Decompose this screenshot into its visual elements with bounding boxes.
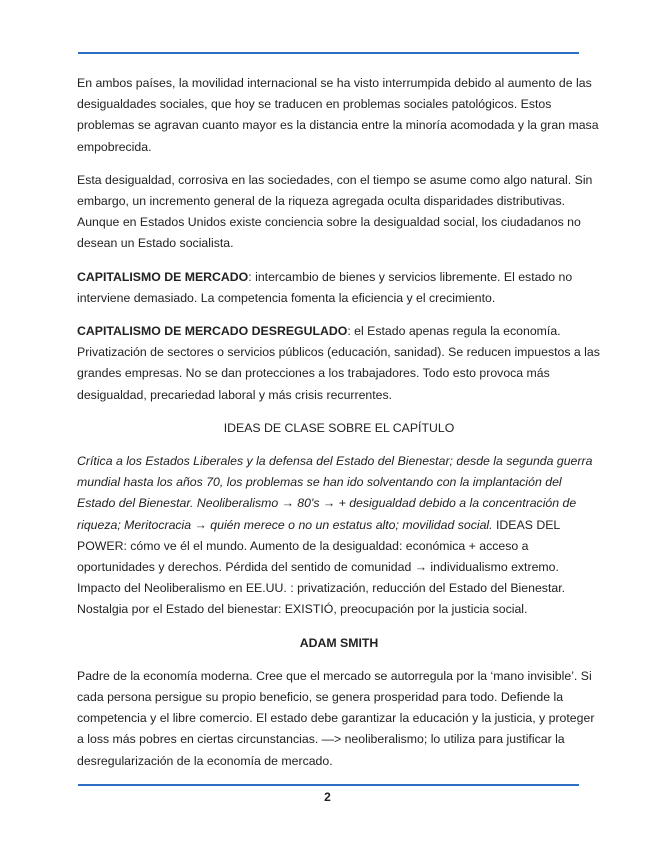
- document-body: [77, 73, 601, 784]
- paragraph-adam-smith: Padre de la economía moderna. Cree que el mercado se autorregula por la ‘mano invisible’. Si cada persona persigue su propio beneficio, se genera prosperidad para todo. Defiende la competencia y el libre comercio. El estado debe garantizar la educación y la justicia, y proteger a loss más pobres en ciertas circunstancias. —> neoliberalismo; lo utiliza para justificar la desregularización de la economía de mercado.: [77, 668, 595, 768]
- italic-notes: Crítica a los Estados Liberales y la defensa del Estado del Bienestar; desde la segunda guerra mundial hasta los años 70, los problemas se han ido solventando con la implantación del Estado del Bienestar. Neoliberalismo → 80's → + desigualdad debido a la concentración de riqueza; Meritocracia → quién merece o no un estatus alto; movilidad social.: [77, 454, 593, 532]
- heading-ideas-clase: IDEAS DE CLASE SOBRE EL CAPÍTULO: [223, 420, 455, 435]
- paragraph-desigualdad: Esta desigualdad, corrosiva en las sociedades, con el tiempo se asume como algo natural. Sin embargo, un incremento general de la riqueza agregada oculta disparidades distributivas. Aunque en Estados Unidos existe conciencia sobre la desigualdad social, los ciudadanos no desean un Estado socialista.: [77, 172, 593, 251]
- paragraph-capitalismo-desregulado: [77, 321, 601, 406]
- page-number: 2: [324, 790, 331, 804]
- paragraph-movilidad: En ambos países, la movilidad internacional se ha visto interrumpida debido al aumento de las desigualdades sociales, que hoy se traducen en problemas sociales patológicos. Estos problemas se agravan cuanto mayor es la distancia entre la minoría acomodada y la gran masa empobrecida.: [77, 76, 599, 154]
- definition-capitalismo-desregulado: : el Estado apenas regula la economía. Privatización de sectores o servicios públicos (educación, sanidad). Se reducen impuestos a las grandes empresas. No se dan protecciones a los trabajadores. Todo esto provoca más desigualdad, precariedad laboral y más crisis recurrentes.: [77, 324, 600, 402]
- paragraph-capitalismo-mercado: [77, 267, 601, 309]
- term-capitalismo-desregulado: CAPITALISMO DE MERCADO DESREGULADO: [77, 324, 348, 339]
- power-notes: IDEAS DEL POWER: cómo ve él el mundo. Aumento de la desigualdad: económica + acceso a oportunidades y derechos. Pérdida del sentido de comunidad → individualismo extremo. Impacto del Neoliberalismo en EE.UU. : privatización, reducción del Estado del Bienestar. Nostalgia por el Estado del bienestar: EXISTIÓ, preocupación por la justicia social.: [77, 517, 566, 617]
- footer-rule: [78, 784, 579, 786]
- paragraph-ideas-clase: [77, 451, 601, 621]
- definition-capitalismo-mercado: : intercambio de bienes y servicios libremente. El estado no interviene demasiado. La competencia fomenta la eficiencia y el crecimiento.: [77, 269, 573, 305]
- term-capitalismo-mercado: CAPITALISMO DE MERCADO: [77, 269, 249, 284]
- header-rule: [78, 52, 579, 54]
- heading-adam-smith: ADAM SMITH: [299, 635, 379, 650]
